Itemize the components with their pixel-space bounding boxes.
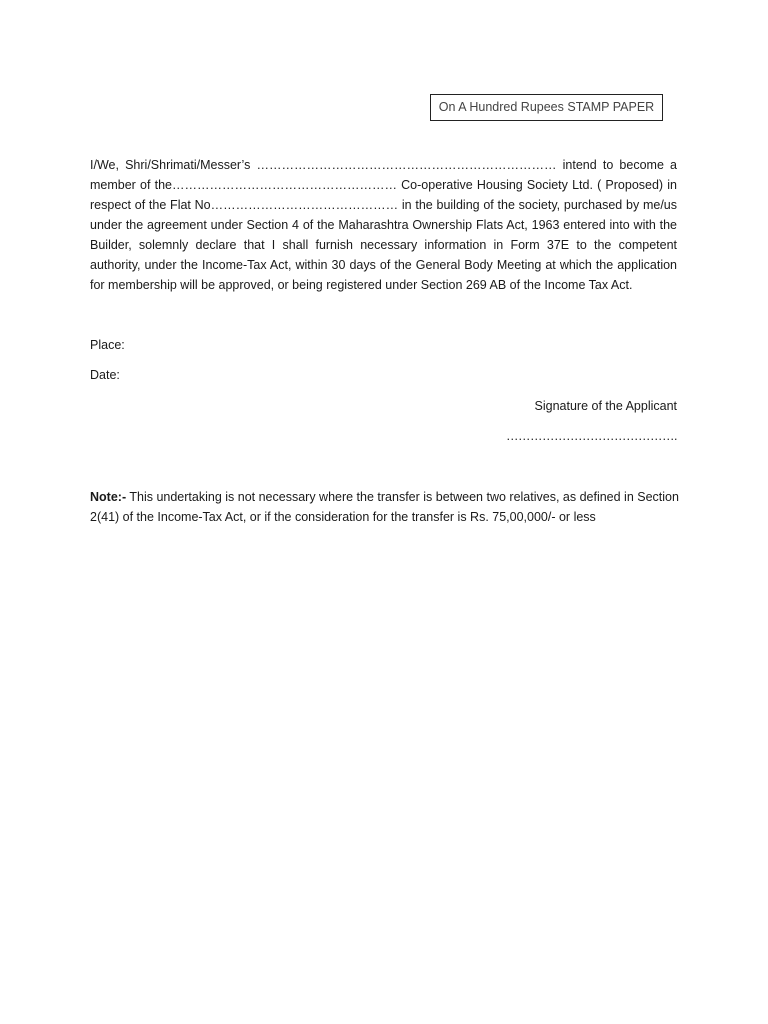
date-label: Date: xyxy=(90,368,120,382)
note-section xyxy=(90,487,680,527)
declaration-paragraph: I/We, Shri/Shrimati/Messer’s ……………………………………………………………… intend to become a member of the……………………………………………… Co-operative Housing Society Ltd. ( Proposed) in respect of the Flat No……………………………………… in the building of the society, purchased by me/us under the agreement under Section 4 of the Maharashtra Ownership Flats Act, 1963 entered into with the Builder, solemnly declare that I shall furnish necessary information in Form 37E to the competent authority, under the Income-Tax Act, within 30 days of the General Body Meeting at which the application for membership will be approved, or being registered under Section 269 AB of the Income Tax Act. xyxy=(90,158,677,292)
signature-label: Signature of the Applicant xyxy=(534,399,677,413)
note-label: Note:- xyxy=(90,490,127,504)
stamp-paper-box xyxy=(430,94,663,121)
note-text: This undertaking is not necessary where the transfer is between two relatives, as defined in Section 2(41) of the Income-Tax Act, or if the consideration for the transfer is Rs. 75,00,000/- or less xyxy=(90,490,679,524)
stamp-paper-label: On A Hundred Rupees STAMP PAPER xyxy=(438,100,655,114)
place-label: Place: xyxy=(90,338,125,352)
signature-line: ……………………………………. xyxy=(506,429,677,443)
